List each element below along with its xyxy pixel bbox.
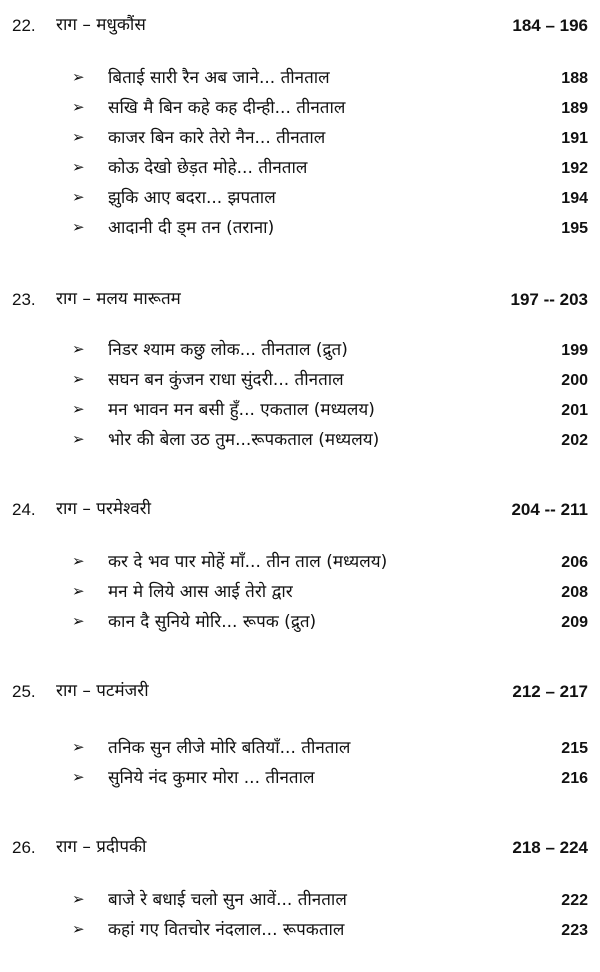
section-22 [0,10,600,238]
arrowhead-bullet-icon: ➢ [72,98,85,116]
item-list [0,884,600,944]
item-title: सखि मै बिन कहे कह दीन्ही... तीनताल [108,98,346,118]
item-title: कान दै सुनिये मोरि... रूपक (द्रुत) [108,612,317,632]
arrowhead-bullet-icon: ➢ [72,768,85,786]
section-24 [0,494,600,632]
item-page: 194 [561,190,588,207]
list-item [0,62,600,92]
arrowhead-bullet-icon: ➢ [72,738,85,756]
item-title: कहां गए वितचोर नंदलाल... रूपकताल [108,920,345,940]
item-page: 209 [561,614,588,631]
item-title: आदानी दी ड्म तन (तराना) [108,218,275,238]
arrowhead-bullet-icon: ➢ [72,128,85,146]
item-page: 202 [561,432,588,449]
raga-title: राग – परमेश्वरी [56,499,152,519]
list-item [0,424,600,454]
list-item [0,884,600,914]
list-item [0,364,600,394]
item-page: 216 [561,770,588,787]
item-page: 192 [561,160,588,177]
section-number: 22. [12,16,36,35]
list-item [0,914,600,944]
section-23 [0,284,600,450]
arrowhead-bullet-icon: ➢ [72,400,85,418]
list-item [0,182,600,212]
section-number: 24. [12,500,36,519]
list-item [0,92,600,122]
page-range: 197 -- 203 [510,290,588,309]
section-heading [0,676,600,706]
list-item [0,152,600,182]
arrowhead-bullet-icon: ➢ [72,218,85,236]
item-page: 223 [561,922,588,939]
section-26 [0,832,600,940]
section-heading [0,10,600,40]
list-item [0,546,600,576]
item-list [0,62,600,242]
raga-title: राग – मधुकौंस [56,15,146,35]
list-item [0,606,600,636]
list-item [0,732,600,762]
item-title: भोर की बेला उठ तुम...रूपकताल (मध्यलय) [108,430,380,450]
item-title: कोऊ देखो छेड़त मोहे... तीनताल [108,158,308,178]
arrowhead-bullet-icon: ➢ [72,188,85,206]
list-item [0,576,600,606]
arrowhead-bullet-icon: ➢ [72,612,85,630]
arrowhead-bullet-icon: ➢ [72,552,85,570]
item-title: सुनिये नंद कुमार मोरा ... तीनताल [108,768,315,788]
item-list [0,334,600,454]
raga-title: राग – मलय मारूतम [56,289,181,309]
arrowhead-bullet-icon: ➢ [72,430,85,448]
item-page: 188 [561,70,588,87]
item-page: 215 [561,740,588,757]
section-heading [0,832,600,862]
arrowhead-bullet-icon: ➢ [72,340,85,358]
item-page: 201 [561,402,588,419]
section-number: 23. [12,290,36,309]
item-page: 199 [561,342,588,359]
section-number: 26. [12,838,36,857]
section-number: 25. [12,682,36,701]
item-title: कर दे भव पार मोहें माँ... तीन ताल (मध्यलय) [108,552,388,572]
item-page: 208 [561,584,588,601]
item-list [0,732,600,792]
list-item [0,334,600,364]
list-item [0,122,600,152]
item-page: 222 [561,892,588,909]
item-page: 206 [561,554,588,571]
arrowhead-bullet-icon: ➢ [72,370,85,388]
raga-title: राग – प्रदीपकी [56,837,147,857]
arrowhead-bullet-icon: ➢ [72,890,85,908]
list-item [0,394,600,424]
arrowhead-bullet-icon: ➢ [72,582,85,600]
list-item [0,212,600,242]
page-range: 184 – 196 [512,16,588,35]
item-title: सघन बन कुंजन राधा सुंदरी... तीनताल [108,370,344,390]
item-title: निडर श्याम कछु लोक... तीनताल (द्रुत) [108,340,348,360]
arrowhead-bullet-icon: ➢ [72,920,85,938]
section-25 [0,676,600,788]
item-list [0,546,600,636]
item-page: 191 [561,130,588,147]
section-heading [0,494,600,524]
page-range: 212 – 217 [512,682,588,701]
page-range: 218 – 224 [512,838,588,857]
arrowhead-bullet-icon: ➢ [72,158,85,176]
page-range: 204 -- 211 [511,500,588,519]
section-heading [0,284,600,314]
list-item [0,762,600,792]
item-title: बिताई सारी रैन अब जाने... तीनताल [108,68,330,88]
item-title: बाजे रे बधाई चलो सुन आवें... तीनताल [108,890,347,910]
item-page: 195 [561,220,588,237]
item-title: झुकि आए बदरा... झपताल [108,188,276,208]
item-page: 189 [561,100,588,117]
item-page: 200 [561,372,588,389]
raga-title: राग – पटमंजरी [56,681,149,701]
item-title: मन मे लिये आस आई तेरो द्वार [108,582,293,602]
item-title: काजर बिन कारे तेरो नैन... तीनताल [108,128,326,148]
arrowhead-bullet-icon: ➢ [72,68,85,86]
item-title: मन भावन मन बसी हुँ... एकताल (मध्यलय) [108,400,375,420]
item-title: तनिक सुन लीजे मोरि बतियाँ... तीनताल [108,738,351,758]
